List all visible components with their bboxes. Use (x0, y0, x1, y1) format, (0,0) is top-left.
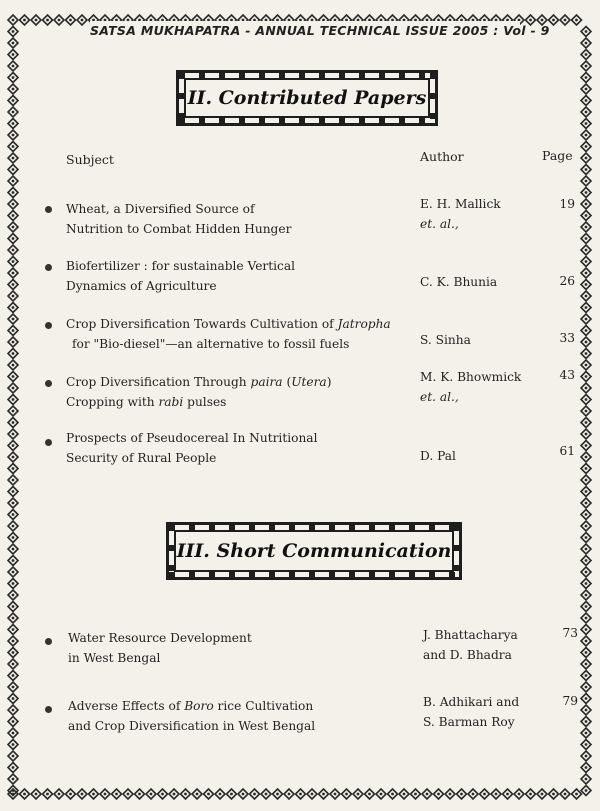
heading-border-notch (430, 93, 435, 99)
column-header-page: Page (542, 148, 573, 163)
heading-border-notch (339, 118, 345, 123)
heading-border-notch (379, 73, 385, 78)
toc-entry-author: J. Bhattacharya and D. Bhadra (423, 628, 518, 662)
heading-border-notch (389, 525, 395, 530)
heading-border-notch (429, 525, 435, 530)
heading-border-notch (419, 73, 425, 78)
heading-border-notch (359, 118, 365, 123)
heading-border-notch (329, 525, 335, 530)
heading-border-notch (409, 525, 415, 530)
bullet (45, 264, 52, 271)
bullet (45, 439, 52, 446)
heading-border-notch (239, 118, 245, 123)
section-heading-contributed-papers (176, 70, 438, 126)
toc-entry-page: 79 (562, 694, 578, 708)
heading-border-notch (359, 73, 365, 78)
heading-border-notch (319, 118, 325, 123)
heading-border-notch (309, 572, 315, 577)
heading-border-notch (449, 572, 455, 577)
toc-entry-title: Wheat, a Diversified Source of Nutrition to Combat Hidden Hunger (66, 202, 292, 236)
heading-border-notch (399, 73, 405, 78)
heading-border-notch (289, 572, 295, 577)
heading-border-notch (299, 118, 305, 123)
heading-border-notch (179, 113, 184, 119)
heading-border-notch (209, 525, 215, 530)
heading-border-notch (219, 73, 225, 78)
toc-entry-page: 43 (559, 368, 575, 382)
toc-entry-title: Crop Diversification Towards Cultivation of Jatropha for "Bio-diesel"—an alternative to fossil fuels (66, 317, 391, 351)
section-heading-label: II. Contributed Papers (184, 78, 430, 118)
heading-border-notch (219, 118, 225, 123)
heading-border-notch (369, 525, 375, 530)
heading-border-notch (269, 572, 275, 577)
heading-border-notch (279, 118, 285, 123)
toc-entry-page: 19 (559, 197, 575, 211)
heading-border-notch (189, 572, 195, 577)
heading-border-notch (454, 565, 459, 571)
heading-border-notch (339, 73, 345, 78)
heading-border-notch (179, 93, 184, 99)
heading-border-notch (369, 572, 375, 577)
toc-entry-title: Crop Diversification Through paira (Utera) Cropping with rabi pulses (66, 375, 332, 409)
toc-entry-author: S. Sinha (420, 333, 471, 347)
heading-border-notch (179, 73, 184, 79)
toc-entry-title: Biofertilizer : for sustainable Vertical Dynamics of Agriculture (66, 259, 296, 293)
heading-border-notch (169, 565, 174, 571)
toc-entry-author: M. K. Bhowmick et. al., (420, 370, 522, 404)
heading-border-notch (319, 73, 325, 78)
toc-entry-page: 61 (559, 444, 575, 458)
toc-entry-author: E. H. Mallick et. al., (420, 197, 501, 231)
heading-border-notch (229, 572, 235, 577)
heading-border-notch (279, 73, 285, 78)
bullet (45, 206, 52, 213)
heading-border-notch (259, 118, 265, 123)
heading-border-notch (309, 525, 315, 530)
toc-entry-page: 26 (559, 274, 575, 288)
heading-border-notch (199, 118, 205, 123)
heading-border-notch (379, 118, 385, 123)
heading-border-notch (169, 545, 174, 551)
heading-border-notch (349, 525, 355, 530)
toc-entry-author: C. K. Bhunia (420, 275, 498, 289)
toc-entry-title: Water Resource Development in West Bengal (68, 631, 252, 665)
toc-entry-author: B. Adhikari and S. Barman Roy (423, 695, 520, 729)
heading-border-notch (269, 525, 275, 530)
heading-border-notch (454, 545, 459, 551)
bullet (45, 380, 52, 387)
section-heading-short-communication (166, 522, 462, 580)
heading-border-notch (169, 525, 174, 531)
heading-border-notch (329, 572, 335, 577)
heading-border-notch (389, 572, 395, 577)
heading-border-notch (229, 525, 235, 530)
column-header-author: Author (420, 149, 464, 164)
heading-border-notch (259, 73, 265, 78)
bullet (45, 706, 52, 713)
heading-border-notch (419, 118, 425, 123)
heading-border-notch (249, 525, 255, 530)
section-heading-label: III. Short Communication (174, 530, 454, 572)
toc-entry-author: D. Pal (420, 449, 456, 463)
heading-border-notch (399, 118, 405, 123)
toc-entry-title: Adverse Effects of Boro rice Cultivation and Crop Diversification in West Bengal (68, 699, 316, 733)
heading-border-notch (199, 73, 205, 78)
heading-border-notch (249, 572, 255, 577)
heading-border-notch (299, 73, 305, 78)
column-header-subject: Subject (66, 152, 114, 167)
heading-border-notch (454, 525, 459, 531)
heading-border-notch (430, 73, 435, 79)
heading-border-notch (349, 572, 355, 577)
toc-entry-title: Prospects of Pseudocereal In Nutritional Security of Rural People (66, 431, 318, 465)
heading-border-notch (169, 572, 175, 577)
toc-entry-page: 73 (562, 626, 578, 640)
heading-border-notch (289, 525, 295, 530)
heading-border-notch (409, 572, 415, 577)
heading-border-notch (209, 572, 215, 577)
heading-border-notch (430, 113, 435, 119)
heading-border-notch (239, 73, 245, 78)
heading-border-notch (429, 572, 435, 577)
heading-border-notch (189, 525, 195, 530)
toc-entry-page: 33 (559, 331, 575, 345)
bullet (45, 322, 52, 329)
journal-header: SATSA MUKHAPATRA - ANNUAL TECHNICAL ISSUE 2005 : Vol - 9 (90, 21, 520, 41)
bullet (45, 638, 52, 645)
